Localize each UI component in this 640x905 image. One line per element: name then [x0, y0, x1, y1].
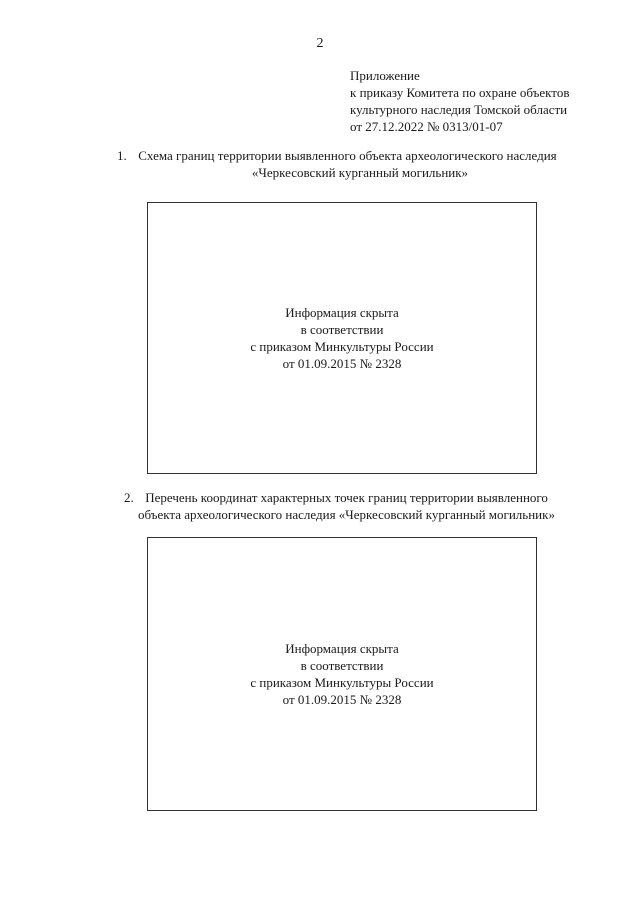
section-2-title-line-1: Перечень координат характерных точек границ территории выявленного: [145, 490, 548, 505]
notice-line-3: с приказом Минкультуры России: [250, 675, 434, 690]
notice-line-1: Информация скрыта: [285, 641, 399, 656]
hidden-info-notice: [250, 640, 433, 708]
notice-line-2: в соответствии: [300, 322, 384, 337]
appendix-title: Приложение: [350, 68, 420, 83]
appendix-date-number: от 27.12.2022 № 0313/01-07: [350, 119, 503, 134]
hidden-info-notice: [250, 304, 433, 372]
notice-line-4: от 01.09.2015 № 2328: [282, 692, 402, 707]
appendix-header: [350, 67, 569, 135]
section-2-number: 2.: [124, 490, 134, 505]
notice-line-4: от 01.09.2015 № 2328: [282, 356, 402, 371]
page-number: 2: [316, 36, 324, 51]
appendix-order-ref: к приказу Комитета по охране объектов: [350, 85, 570, 100]
notice-line-2: в соответствии: [300, 658, 384, 673]
notice-line-1: Информация скрыта: [285, 305, 399, 320]
notice-line-3: с приказом Минкультуры России: [250, 339, 434, 354]
section-1-title-line-1: Схема границ территории выявленного объекта археологического наследия: [138, 148, 557, 163]
boundary-scheme-placeholder: [147, 202, 537, 474]
section-2-title-line-2: объекта археологического наследия «Черкесовский курганный могильник»: [138, 507, 555, 522]
coordinates-list-placeholder: [147, 537, 537, 811]
section-1-title-line-2: «Черкесовский курганный могильник»: [251, 165, 469, 180]
section-1-number: 1.: [117, 148, 127, 163]
appendix-committee: культурного наследия Томской области: [350, 102, 568, 117]
